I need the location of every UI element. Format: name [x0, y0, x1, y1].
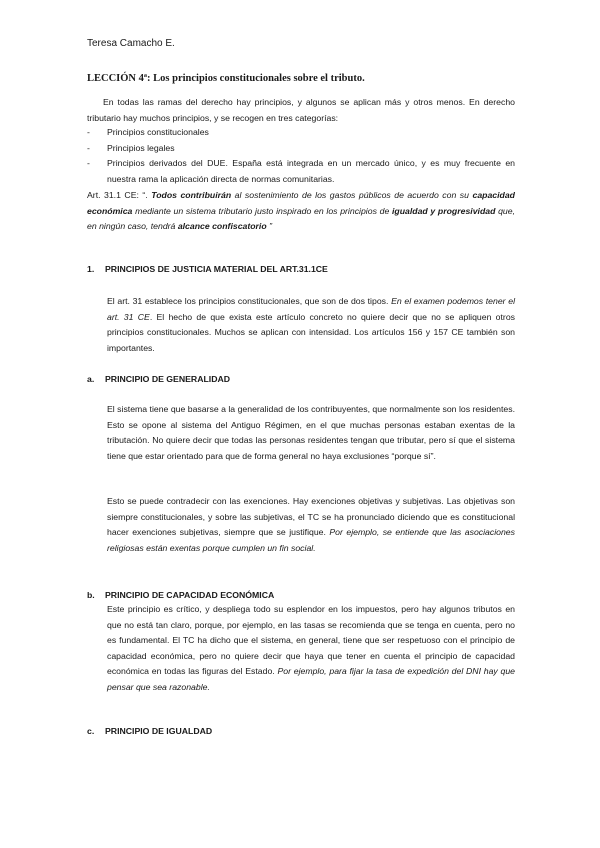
section-a-paragraph-1: El sistema tiene que basarse a la generalidad de los contribuyentes, que normalmente son los residentes. Esto se opone al sistema del Antiguo Régimen, en el que muchas personas estaban exentas de la tributación. No quiere decir que todas las personas residentes tengan que tributar, pero sí que el sistema tiene que estar orientado para que de forma general no haya exclusiones “porque sí”. — [107, 404, 515, 461]
section-b-heading: b. PRINCIPIO DE CAPACIDAD ECONÓMICA — [87, 590, 275, 600]
section-1-paragraph: El art. 31 establece los principios constitucionales, que son de dos tipos. En el examen podemos tener el art. 31 CE. El hecho de que exista este artículo concreto no quiere decir que no se apliquen otros principios constitucionales. Muchos se aplican con intensidad. Los artículos 156 y 157 CE también son importantes. — [107, 296, 515, 353]
section-a-paragraph-2: Esto se puede contradecir con las exenciones. Hay exenciones objetivas y subjetivas. Las objetivas son siempre constitucionales, y sobre las subjetivas, el TC se ha pronunciado diciendo que es constitucional hacer exenciones subjetivas, siempre que se justifique. Por ejemplo, se entiende que las asociaciones religiosas están exentas porque cumplen un fin social. — [107, 496, 515, 553]
author-header: Teresa Camacho E. — [87, 38, 175, 49]
section-1-heading: 1. PRINCIPIOS DE JUSTICIA MATERIAL DEL ART.31.1CE — [87, 264, 328, 274]
article-quote: Art. 31.1 CE: “. Todos contribuirán al sostenimiento de los gastos públicos de acuerdo con su capacidad económica mediante un sistema tributario justo inspirado en los principios de igualdad y progresividad que, en ningún caso, tendrá alcance confiscatorio ” — [87, 190, 516, 232]
section-c-heading: c. PRINCIPIO DE IGUALDAD — [87, 726, 213, 736]
list-item: - Principios legales — [87, 142, 175, 153]
intro-paragraph: En todas las ramas del derecho hay principios, y algunos se aplican más y otros menos. En derecho tributario hay muchos principios, y se recogen en tres categorías: — [87, 97, 515, 123]
section-b-paragraph: Este principio es crítico, y despliega todo su esplendor en los impuestos, pero hay algunos tributos en que no está tan claro, porque, por ejemplo, en las tasas se recomienda que se tenga en cuenta, pero no es fundamental. El TC ha dicho que el sistema, en general, tiene que ser respetuoso con el principio de capacidad económica, pero no quiere decir que haya que tener en cuenta el principio de capacidad económica en todas las figuras del Estado. Por ejemplo, para fijar la tasa de expedición del DNI hay que pensar que sea razonable. — [107, 604, 516, 692]
categories-list — [87, 125, 515, 187]
section-a-heading: a. PRINCIPIO DE GENERALIDAD — [87, 374, 231, 384]
lesson-title: LECCIÓN 4ª: Los principios constitucionales sobre el tributo. — [87, 73, 365, 84]
list-item: - Principios derivados del DUE. España está integrada en un mercado único, y es muy frecuente en nuestra rama la aplicación directa de normas comunitarias. — [87, 158, 515, 184]
list-item: - Principios constitucionales — [87, 127, 209, 137]
